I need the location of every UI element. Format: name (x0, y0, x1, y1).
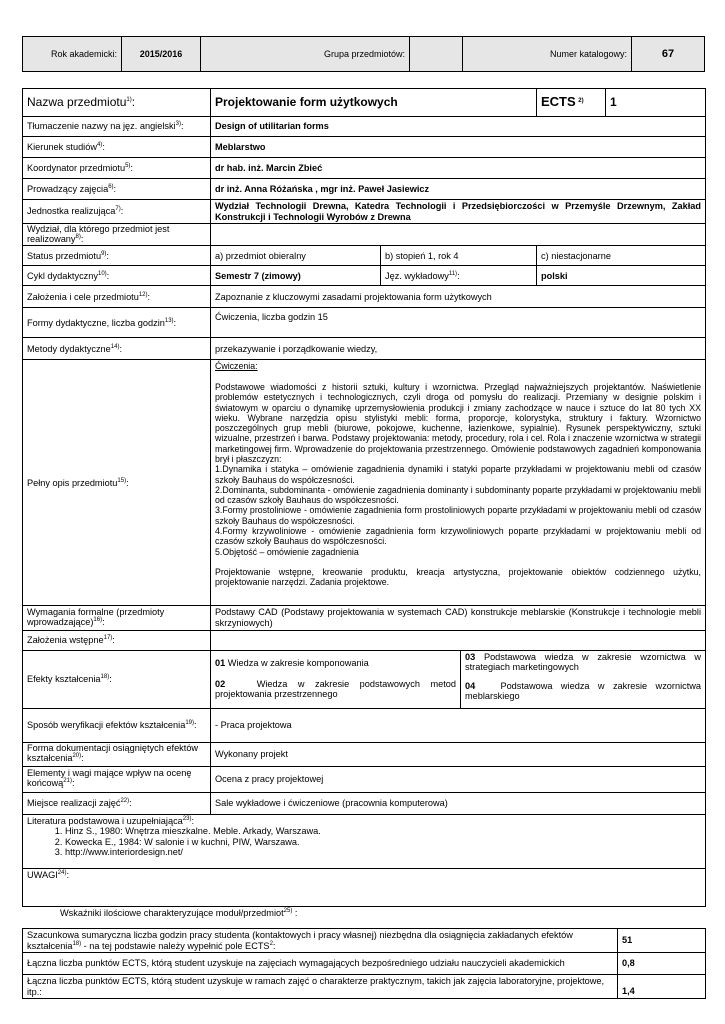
catalog-value: 67 (632, 37, 705, 72)
unit-row (23, 200, 706, 224)
full-desc-row (23, 360, 706, 606)
methods-sup: 14) (110, 343, 120, 350)
outcomes-left (211, 650, 461, 708)
full-desc-item-5: 5.Objętość – omówienie zagadnienia (215, 546, 359, 557)
course-name-label: Nazwa przedmiotu (27, 94, 127, 109)
prereq-label: Założenia wstępne (27, 634, 104, 645)
coordinator-row (23, 158, 706, 179)
requirements-label-cell: Wymagania formalne (przedmioty wprowadzające)$^{16)}$: (23, 606, 211, 630)
translation-label: Tłumaczenie nazwy na jęz. angielski (27, 121, 176, 132)
lang-sup: 11) (448, 270, 458, 277)
place-sup: 22) (120, 797, 130, 804)
requirements-value: Podstawy CAD (Podstawy projektowania w systemach CAD) konstrukcje meblarskie (Konstrukcje i technologie mebli skrzyniowych) (211, 606, 706, 630)
indicators-title-sup: 25) (283, 907, 293, 914)
status-row (23, 246, 706, 266)
notes-sup: 24) (57, 869, 67, 876)
cycle-label: Cykl dydaktyczny (27, 270, 98, 281)
indicator-row-1 (23, 929, 706, 953)
coordinator-sup: 5) (125, 162, 131, 169)
indicator-1-sup2: 2 (269, 940, 273, 947)
full-desc-item-3: 3.Formy prostoliniowe - omówienie zagadnienia form prostoliniowych poparte przykładami w projektowaniu mebli od czasów szkoły Bauhaus do współczesności. (215, 505, 701, 526)
literature-sup: 23) (182, 815, 192, 822)
notes-cell: UWAGI$^{24)}$: (23, 868, 706, 906)
translation-row (23, 117, 706, 137)
status-c: c) niestacjonarne (537, 246, 706, 266)
requirements-label: Wymagania formalne (przedmioty wprowadzające) (27, 607, 165, 628)
outcome-02 (215, 679, 456, 700)
field-sup: 4) (96, 141, 103, 148)
status-sup: 9) (101, 250, 107, 257)
weights-row (23, 766, 706, 792)
weights-sup: 21) (63, 778, 72, 785)
catalog-label: Numer katalogowy: (463, 37, 632, 72)
field-value: Meblarstwo (211, 137, 706, 158)
outcomes-label-cell: Efekty kształcenia$^{18)}$: (23, 650, 211, 708)
outcome-01 (215, 658, 456, 669)
documentation-label: Forma dokumentacji osiągniętych efektów kształcenia (27, 743, 199, 764)
goals-sup: 12) (138, 291, 148, 298)
outcomes-sup: 18) (100, 673, 110, 680)
ects-label-cell (537, 89, 606, 117)
faculty-label-cell: Wydział, dla którego przedmiot jest realizowany$^{8)}$: (23, 224, 211, 246)
course-name-value: Projektowanie form użytkowych (211, 89, 537, 117)
indicators-table (22, 928, 706, 999)
full-desc-label: Pełny opis przedmiotu (27, 477, 118, 488)
field-row (23, 137, 706, 158)
full-desc-item-2: 2.Dominanta, subdominanta - omówienie zagadnienia dominanty i subdominanty poparte przykładami w projektowaniu mebli od czasów szkoły Bauhaus do współczesności. (215, 484, 701, 506)
outcome-04-num: 04 (465, 680, 476, 691)
cycle-row (23, 266, 706, 286)
indicators-title (60, 908, 297, 919)
goals-value: Zapoznanie z kluczowymi zasadami projektowania form użytkowych (211, 286, 706, 308)
methods-value: przekazywanie i porządkowanie wiedzy, (211, 338, 706, 360)
full-desc-heading: Ćwiczenia: (215, 361, 258, 372)
methods-label: Metody dydaktyczne (27, 343, 111, 354)
requirements-sup: 16) (93, 616, 103, 623)
translation-sup: 3) (175, 121, 181, 128)
outcome-03 (465, 652, 701, 673)
verification-value: - Praca projektowa (211, 708, 706, 742)
coordinator-value: dr hab. inż. Marcin Zbieć (211, 158, 706, 179)
header-table (22, 36, 705, 72)
outcomes-row (23, 650, 706, 708)
coordinator-label-cell: Koordynator przedmiotu$^{5)}$: (23, 158, 211, 179)
literature-row (23, 814, 706, 868)
ects-label: ECTS (541, 94, 576, 110)
lang-label: Jęz. wykładowy (385, 270, 449, 281)
ects-sup: 2) (578, 97, 584, 104)
instructor-sup: 6) (108, 183, 114, 190)
outcome-02-num: 02 (215, 678, 226, 689)
full-desc-label-cell: Pełny opis przedmiotu$^{15)}$: (23, 360, 211, 606)
verification-sup: 19) (185, 719, 194, 726)
notes-row (23, 868, 706, 906)
documentation-label-cell: Forma dokumentacji osiągniętych efektów kształcenia$^{20)}$: (23, 742, 211, 766)
status-a: a) przedmiot obieralny (211, 246, 381, 266)
full-desc-item-4: 4.Formy krzywoliniowe - omówienie zagadnienia form krzywoliniowych poparte przykładami w projektowaniu mebli od czasów szkoły Bauhaus do współczesności. (215, 525, 701, 547)
weights-value: Ocena z pracy projektowej (211, 766, 706, 792)
year-label: Rok akademicki: (23, 37, 122, 72)
indicator-1-tail: - na tej podstawie należy wypełnić pole ECTS (81, 940, 270, 951)
course-name-label-cell: Nazwa przedmiotu$^{1)}$: (23, 89, 211, 117)
lang-value: polski (537, 266, 706, 286)
prereq-sup: 17) (103, 634, 113, 641)
place-label-cell: Miejsce realizacji zajęć$^{22)}$: (23, 792, 211, 814)
indicator-2-label: Łączna liczba punktów ECTS, którą student uzyskuje na zajęciach wymagających bezpośredniego udziału nauczycieli akademickich (23, 953, 618, 975)
goals-label: Założenia i cele przedmiotu (27, 291, 139, 302)
verification-label: Sposób weryfikacji efektów kształcenia (27, 719, 186, 730)
status-b: b) stopień 1, rok 4 (381, 246, 537, 266)
forms-row (23, 308, 706, 338)
cycle-sup: 10) (97, 270, 107, 277)
course-name-row (23, 89, 706, 117)
lang-label-cell: Jęz. wykładowy$^{11)}$: (381, 266, 537, 286)
documentation-value: Wykonany projekt (211, 742, 706, 766)
unit-value: Wydział Technologii Drewna, Katedra Technologii i Przedsiębiorczości w Przemyśle Drzewnym, Zakład Konstrukcji i Technologii Wyrobów z Drewna (211, 200, 706, 224)
outcome-04-text: Podstawowa wiedza w zakresie wzornictwa meblarskiego (465, 680, 701, 702)
full-desc-sup: 15) (117, 477, 127, 484)
outcome-01-num: 01 (215, 658, 226, 669)
forms-label: Formy dydaktyczne, liczba godzin (27, 317, 165, 328)
indicator-3-value: 1,4 (618, 975, 706, 999)
indicator-1-text: Szacunkowa sumaryczna liczba godzin pracy studenta (kontaktowych i pracy własnej) niezbędna dla osiągnięcia zakładanych efektów kształcenia (27, 930, 573, 951)
indicator-1-value: 51 (618, 929, 706, 953)
indicator-1-sup: 18) (72, 940, 82, 947)
prereq-value (211, 630, 706, 650)
field-label-cell: Kierunek studiów$^{4)}$: (23, 137, 211, 158)
prereq-row (23, 630, 706, 650)
place-label: Miejsce realizacji zajęć (27, 797, 121, 808)
instructor-row (23, 179, 706, 200)
documentation-row (23, 742, 706, 766)
instructor-label: Prowadzący zajęcia (27, 183, 109, 194)
ects-value: 1 (606, 89, 706, 117)
group-label: Grupa przedmiotów: (201, 37, 410, 72)
translation-label-cell: Tłumaczenie nazwy na jęz. angielski$^{3)}$: (23, 117, 211, 137)
indicator-2-value: 0,8 (618, 953, 706, 975)
weights-label: Elementy i wagi mające wpływ na ocenę końcową (27, 768, 192, 789)
translation-value: Design of utilitarian forms (211, 117, 706, 137)
unit-label-cell: Jednostka realizująca$^{7)}$: (23, 200, 211, 224)
indicator-1-end: : (272, 940, 276, 951)
instructor-label-cell: Prowadzący zajęcia$^{6)}$: (23, 179, 211, 200)
full-desc-value (211, 360, 706, 606)
instructor-value: dr inż. Anna Różańska , mgr inż. Paweł Jasiewicz (211, 179, 706, 200)
outcome-04 (465, 681, 701, 702)
indicators-title-tail: : (292, 908, 298, 918)
place-row (23, 792, 706, 814)
faculty-label: Wydział, dla którego przedmiot jest realizowany (27, 224, 170, 244)
indicator-row-2 (23, 953, 706, 975)
full-desc-p2: Projektowanie wstępne, kreowanie produktu, kreacja artystyczna, projektowanie obiektów codziennego użytku, projektowanie narzędzi. Zadania projektowe. (215, 567, 701, 588)
literature-label: Literatura podstawowa i uzupełniająca (27, 815, 183, 826)
literature-list (55, 826, 701, 858)
methods-row (23, 338, 706, 360)
forms-label-cell: Formy dydaktyczne, liczba godzin$^{13)}$: (23, 308, 211, 338)
methods-label-cell: Metody dydaktyczne$^{14)}$: (23, 338, 211, 360)
coordinator-label: Koordynator przedmiotu (27, 162, 126, 173)
prereq-label-cell: Założenia wstępne$^{17)}$: (23, 630, 211, 650)
cycle-label-cell: Cykl dydaktyczny$^{10)}$: (23, 266, 211, 286)
outcome-03-num: 03 (465, 651, 476, 662)
indicators-title-text: Wskaźniki ilościowe charakteryzujące moduł/przedmiot (60, 908, 284, 918)
full-desc-p1: Podstawowe wiadomości z historii sztuki, kultury i wzornictwa. Przegląd najważniejszych projektantów. Naświetlenie problemów estetycznych i technologicznych, czyli droga od pomysłu do realizacji. Przemiany w designie polskim i światowym w oparciu o dynamikę uprzemysłowienia produkcji i zmiany zachodzące w nauce i sztuce do lat 80 tych XX wieku. Wybrane narzędzia opisu stylistyki mebli: forma, proporcje, kolorystyka, struktury i faktury. Wzornictwo poszczególnych grup mebli (biurowe, pokojowe, kuchenne, łazienkowe, sypialnie). Rysunek perspektywiczny, sztuki wizualne, przestrzeń i barwa. Podstawy projektowania: metody, procedury, rola i cel. Rola i znaczenie wzornictwa w strategii marketingowej firm. Wprowadzenie do projektowania przestrzennego. Omówienie podstawowych zagadnień komponowania brył i płaszczyzn: (215, 382, 701, 464)
weights-label-cell: Elementy i wagi mające wpływ na ocenę końcową$^{21)}$: (23, 766, 211, 792)
forms-sup: 13) (164, 317, 174, 324)
unit-label: Jednostka realizująca (27, 206, 116, 217)
faculty-sup: 8) (75, 233, 81, 240)
documentation-sup: 20) (72, 753, 82, 760)
syllabus-table (22, 88, 706, 907)
outcome-03-text: Podstawowa wiedza w zakresie wzornictwa w strategiach marketingowych (465, 651, 702, 673)
indicator-row-3 (23, 975, 706, 999)
cycle-value: Semestr 7 (zimowy) (211, 266, 381, 286)
outcome-01-text: Wiedza w zakresie komponowania (227, 658, 369, 669)
outcome-02-text: Wiedza w zakresie podstawowych metod projektowania przestrzennego (215, 678, 456, 700)
goals-label-cell: Założenia i cele przedmiotu$^{12)}$: (23, 286, 211, 308)
notes-label: UWAGI (27, 869, 58, 880)
requirements-row (23, 606, 706, 630)
literature-label-line: Literatura podstawowa i uzupełniająca$^{23)}$: (27, 815, 195, 826)
faculty-row (23, 224, 706, 246)
literature-item: 3. http://www.interiordesign.net/ (65, 847, 701, 858)
verification-label-cell: Sposób weryfikacji efektów kształcenia$^{19)}$: (23, 708, 211, 742)
goals-row (23, 286, 706, 308)
year-value: 2015/2016 (122, 37, 201, 72)
literature-cell (23, 814, 706, 868)
forms-value: Ćwiczenia, liczba godzin 15 (211, 308, 706, 338)
unit-sup: 7) (115, 206, 121, 213)
outcomes-label: Efekty kształcenia (27, 673, 101, 684)
group-value (410, 37, 463, 72)
literature-item: 1. Hinz S., 1980: Wnętrza mieszkalne. Meble. Arkady, Warszawa. (65, 826, 701, 837)
place-value: Sale wykładowe i ćwiczeniowe (pracownia komputerowa) (211, 792, 706, 814)
verification-row (23, 708, 706, 742)
outcomes-right (461, 650, 706, 708)
field-label: Kierunek studiów (27, 141, 97, 152)
full-desc-item-1: 1.Dynamika i statyka – omówienie zagadnienia dynamiki i statyki poparte przykładami w projektowaniu mebli od czasów szkoły Bauhaus do współczesności. (215, 464, 701, 485)
faculty-value (211, 224, 706, 246)
status-label: Status przedmiotu (27, 250, 102, 261)
indicator-3-label: Łączna liczba punktów ECTS, którą student uzyskuje w ramach zajęć o charakterze praktycznym, takich jak zajęcia laboratoryjne, projektowe, itp.: (23, 975, 618, 999)
literature-item: 2. Kowecka E., 1984: W salonie i w kuchni, PIW, Warszawa. (65, 837, 701, 848)
status-label-cell: Status przedmiotu$^{9)}$: (23, 246, 211, 266)
course-name-sup: 1) (126, 96, 132, 103)
indicator-1-label (23, 929, 618, 953)
